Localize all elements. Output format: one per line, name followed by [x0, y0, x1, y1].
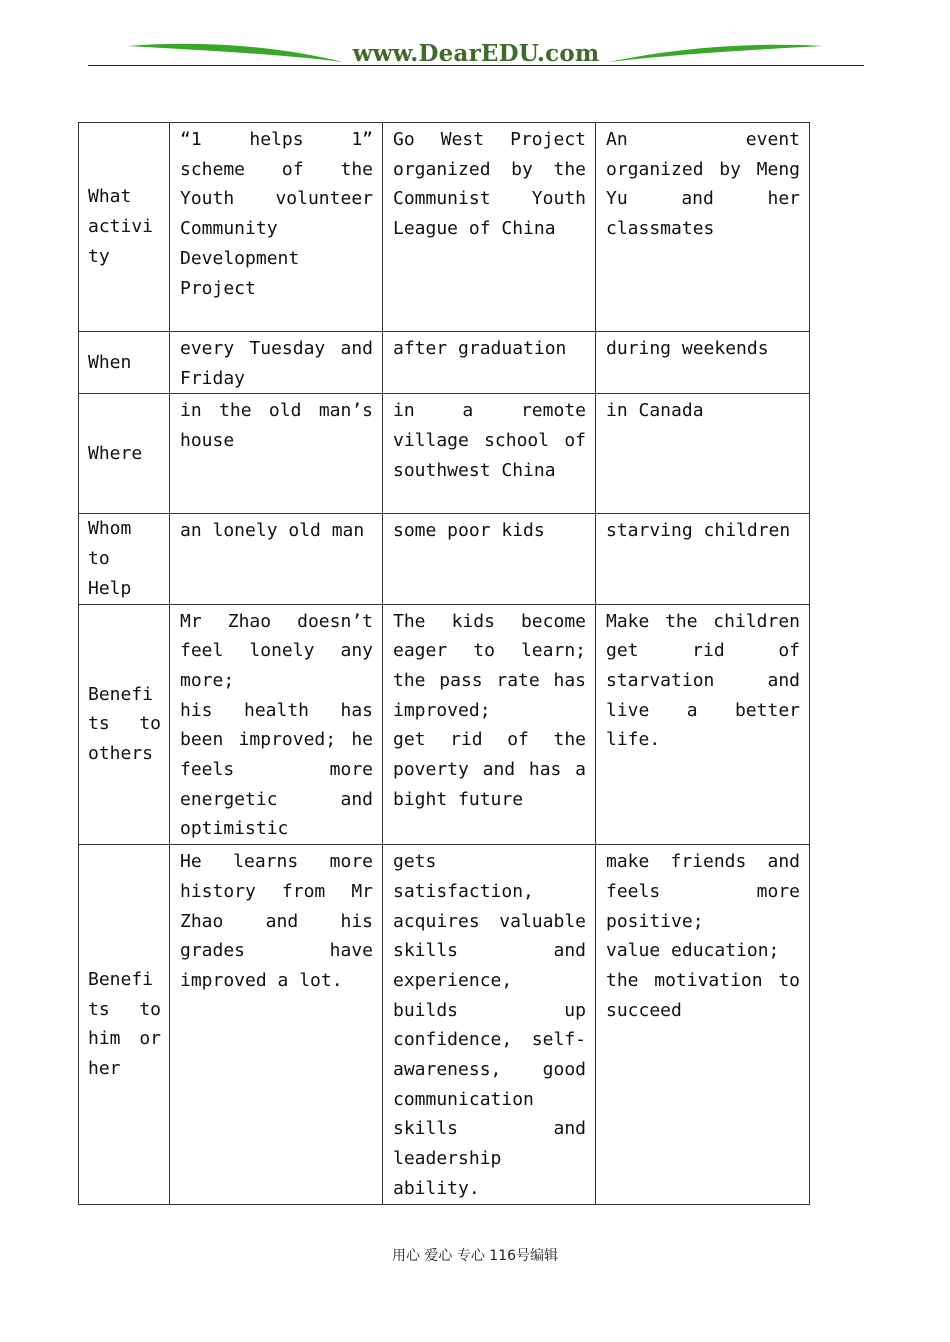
table-cell: Go West Project organized by the Communist Youth League of China: [383, 123, 596, 332]
cell-line: Mr Zhao doesn’t feel lonely any more;: [180, 610, 373, 691]
table-cell: [170, 845, 383, 1204]
table-cell: [383, 845, 596, 1204]
cell-line: the motivation to succeed: [606, 969, 800, 1021]
row-label: Whom to Help: [79, 514, 170, 604]
cell-line: He learns more history from Mr Zhao and his grades have improved a lot.: [180, 851, 373, 991]
table-row-whom-to-help: [79, 514, 810, 604]
table-cell: every Tuesday and Friday: [170, 332, 383, 394]
table-cell: in the old man’s house: [170, 394, 383, 514]
table-row-when: [79, 332, 810, 394]
site-logo-text[interactable]: www.DearEDU.com: [352, 40, 600, 67]
page-footer: 用心 爱心 专心 116号编辑: [391, 1248, 559, 1264]
header-rule: [88, 65, 864, 66]
table-cell: in Canada: [596, 394, 810, 514]
table-cell: [596, 604, 810, 845]
table-cell: [170, 604, 383, 845]
table-cell: during weekends: [596, 332, 810, 394]
table-cell: “1 helps 1” scheme of the Youth volunteer Community Development Project: [170, 123, 383, 332]
row-label: Benefits to him or her: [79, 845, 170, 1204]
table-row-benefits-to-self: [79, 845, 810, 1204]
table-row-where: [79, 394, 810, 514]
row-label: What activity: [79, 123, 170, 332]
row-label: Where: [79, 394, 170, 514]
cell-line: make friends and feels more positive;: [606, 851, 800, 932]
table-cell: [383, 604, 596, 845]
row-label: When: [79, 332, 170, 394]
cell-line: value education;: [606, 940, 780, 962]
table-cell: An event organized by Meng Yu and her classmates: [596, 123, 810, 332]
cell-line: Make the children get rid of starvation and live a better life.: [606, 610, 800, 751]
table-cell: some poor kids: [383, 514, 596, 604]
row-label: Benefits to others: [79, 604, 170, 845]
table-cell: [596, 845, 810, 1204]
cell-line: his health has been improved; he feels more energetic and optimistic: [180, 699, 373, 840]
table-row-benefits-to-others: [79, 604, 810, 845]
cell-line: gets satisfaction, acquires valuable skills and experience, builds up confidence, self-awareness, good communication skills and leadership ability.: [393, 851, 586, 1199]
cell-line: The kids become eager to learn; the pass rate has improved;: [393, 610, 586, 721]
table-cell: starving children: [596, 514, 810, 604]
activity-comparison-table: [78, 122, 810, 1205]
cell-line: get rid of the poverty and has a bight future: [393, 729, 586, 810]
table-cell: in a remote village school of southwest China: [383, 394, 596, 514]
table-cell: after graduation: [383, 332, 596, 394]
table-cell: an lonely old man: [170, 514, 383, 604]
table-row-what-activity: [79, 123, 810, 332]
